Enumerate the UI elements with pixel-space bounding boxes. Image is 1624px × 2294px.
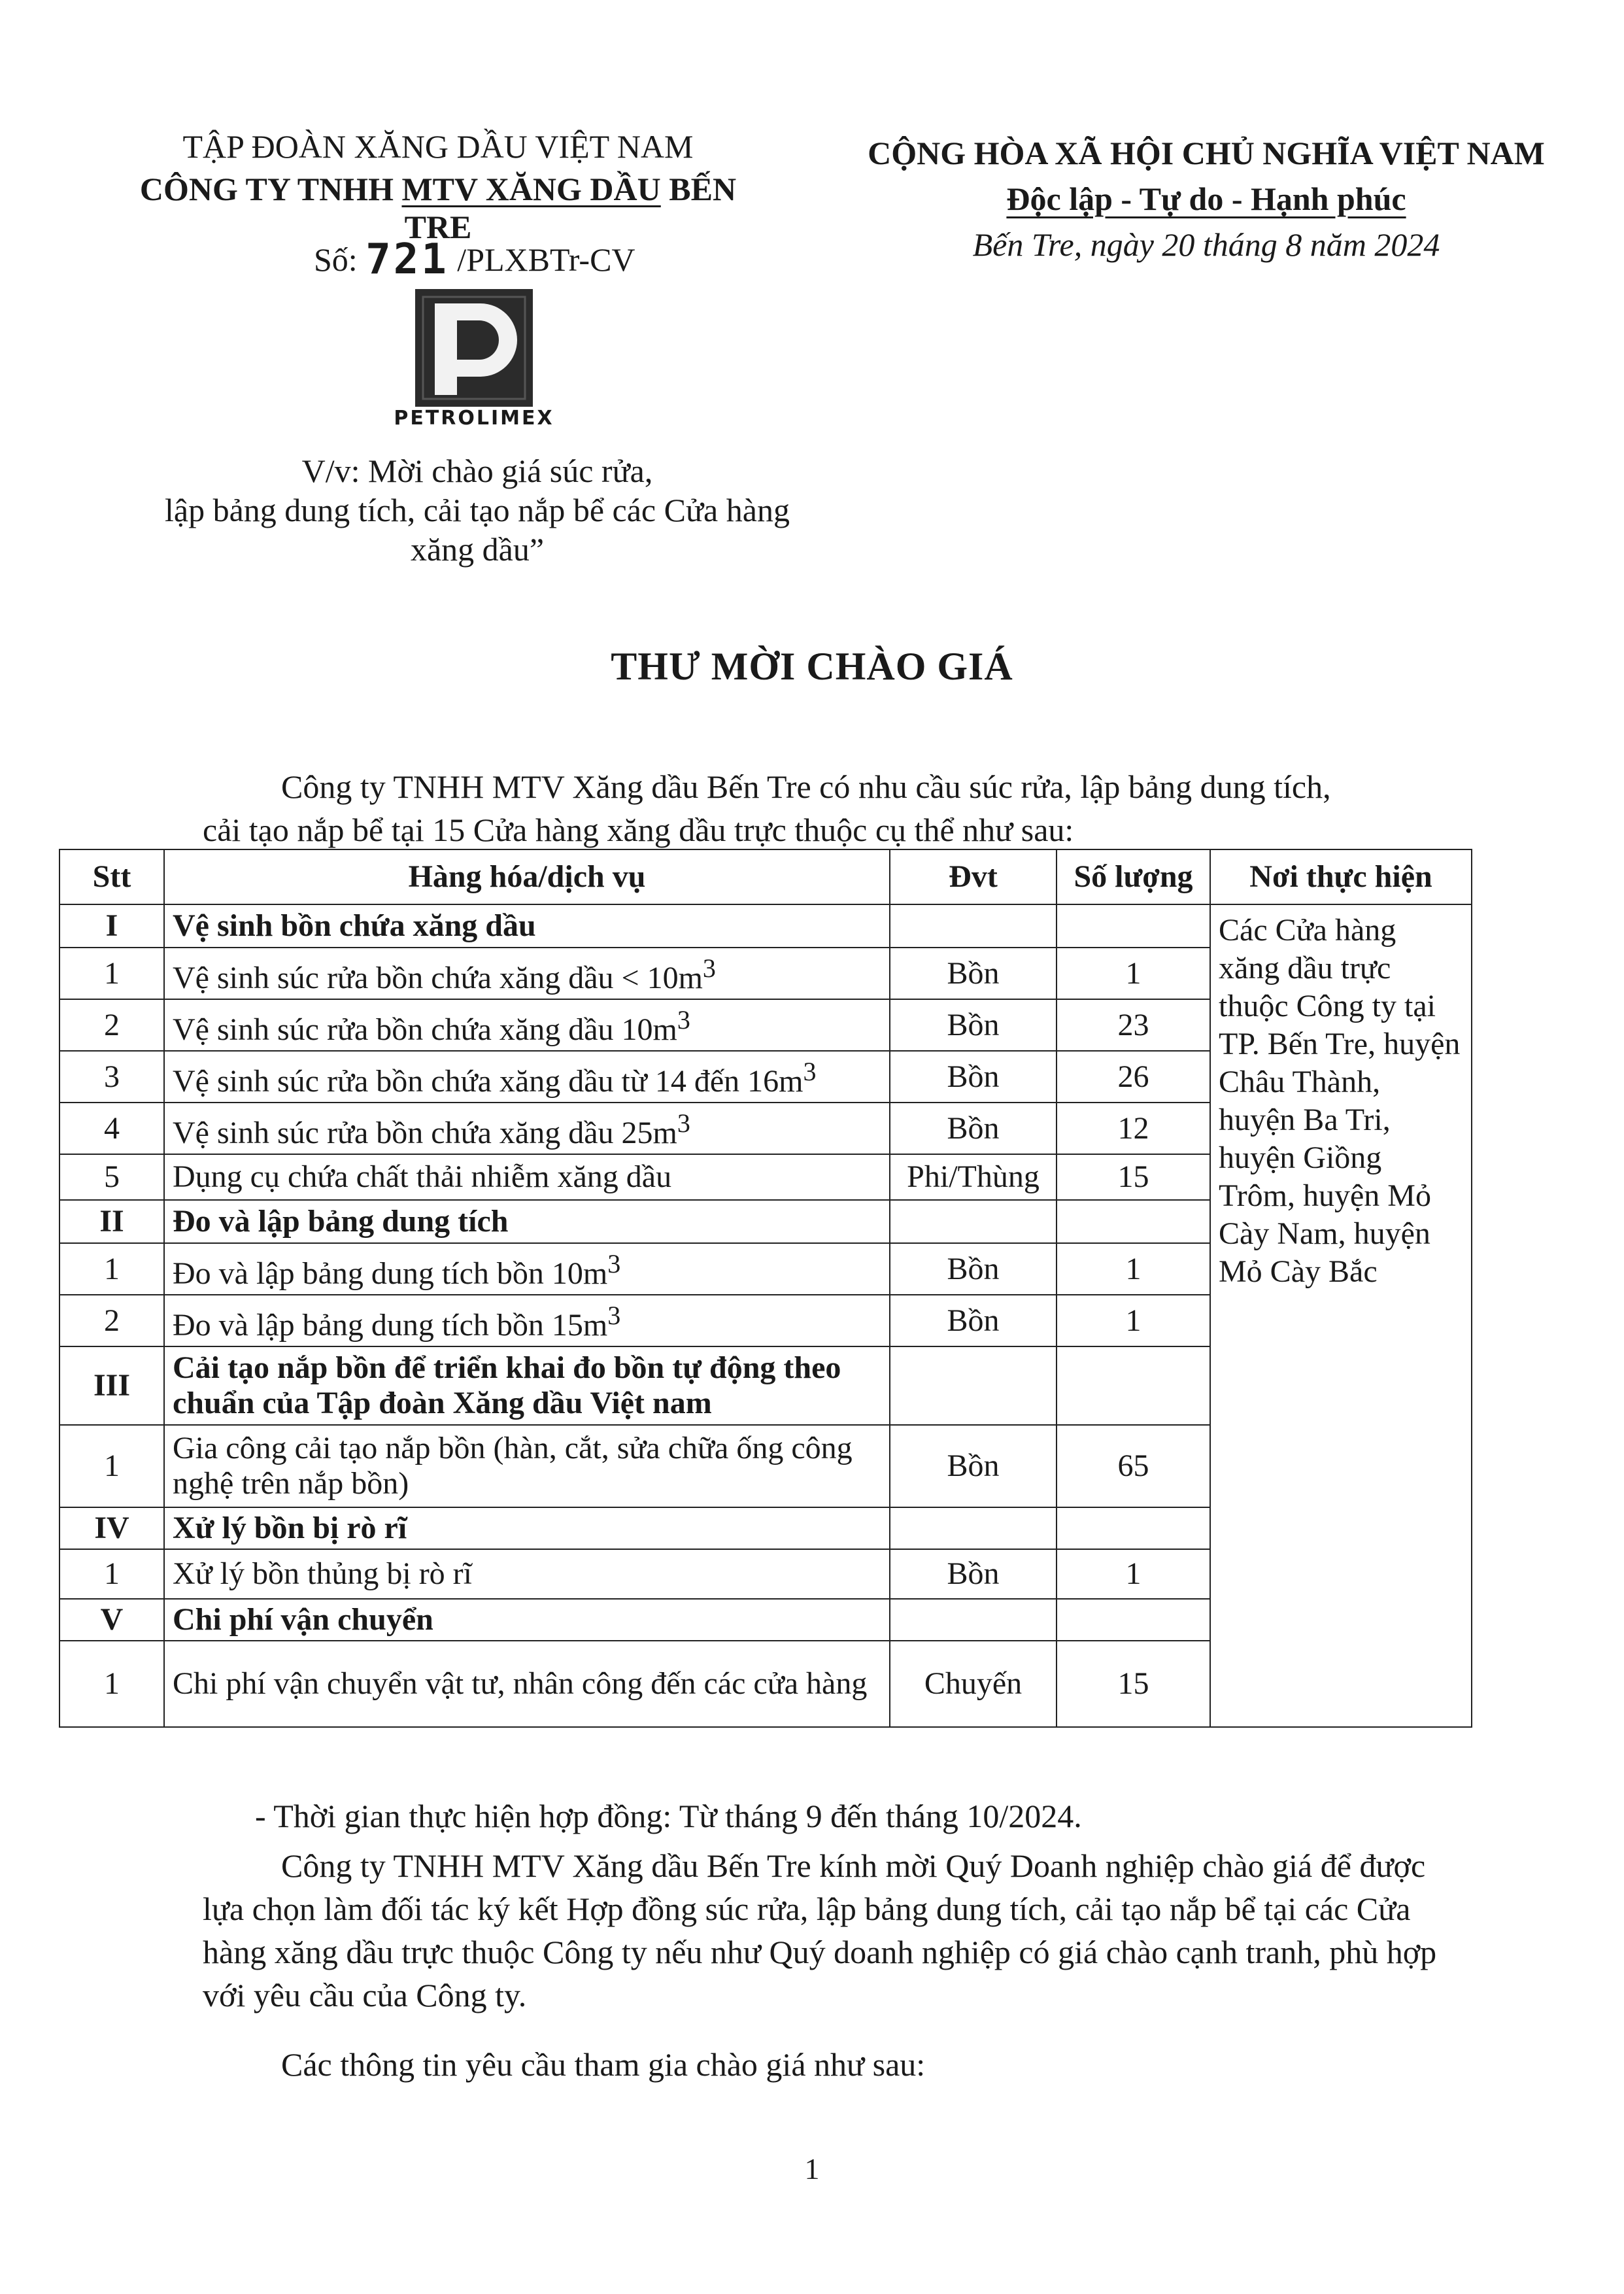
row-item-sup: 3 [607,1249,621,1278]
intro-line-1: Công ty TNHH MTV Xăng dầu Bến Tre có nhu cầu súc rửa, lập bảng dung tích, [281,768,1331,805]
row-item-text: Vệ sinh súc rửa bồn chứa xăng dầu 25m [173,1116,677,1150]
row-item-sup: 3 [607,1301,621,1330]
subject-line-1: V/v: Mời chào giá súc rửa, [301,453,653,489]
row-qty: 1 [1057,1549,1210,1599]
empty-cell [1057,1599,1210,1641]
section-row [59,904,1472,948]
row-item [164,1295,890,1346]
row-item-text: Chi phí vận chuyển vật tư, nhân công đến các cửa hàng [173,1666,868,1701]
row-stt: 1 [59,1641,164,1727]
section-name: Xử lý bồn bị rò rĩ [164,1507,890,1549]
row-qty: 23 [1057,999,1210,1051]
header-qty: Số lượng [1057,849,1210,904]
row-unit: Bồn [890,948,1057,999]
subject-line-3: xăng dầu” [410,531,545,568]
row-item [164,1549,890,1599]
empty-cell [890,1200,1057,1243]
empty-cell [890,904,1057,948]
row-item [164,1243,890,1295]
header-unit: Đvt [890,849,1057,904]
row-item-sup: 3 [702,953,716,983]
doc-number-value: 721 [365,235,449,284]
row-stt: 2 [59,1295,164,1346]
services-table [59,849,1472,1728]
empty-cell [890,1599,1057,1641]
empty-cell [890,1346,1057,1425]
header-item: Hàng hóa/dịch vụ [164,849,890,904]
row-qty: 1 [1057,1243,1210,1295]
section-name: Cải tạo nắp bồn để triển khai đo bồn tự động theo chuẩn của Tập đoàn Xăng dầu Việt nam [164,1346,890,1425]
row-unit: Bồn [890,1295,1057,1346]
row-item-text: Vệ sinh súc rửa bồn chứa xăng dầu 10m [173,1012,677,1047]
row-item [164,1103,890,1154]
row-unit: Bồn [890,1549,1057,1599]
row-qty: 12 [1057,1103,1210,1154]
row-qty: 15 [1057,1641,1210,1727]
org-company-name [118,170,758,246]
row-qty: 1 [1057,948,1210,999]
row-item-text: Đo và lập bảng dung tích bồn 15m [173,1308,608,1343]
row-item-text: Gia công cải tạo nắp bồn (hàn, cắt, sửa chữa ống công nghệ trên nắp bồn) [173,1431,853,1501]
row-stt: 1 [59,948,164,999]
national-title: CỘNG HÒA XÃ HỘI CHỦ NGHĨA VIỆT NAM [868,135,1545,171]
national-motto-text: Độc lập - Tự do - Hạnh phúc [1006,180,1406,217]
logo-wordmark: PETROLIMEX [394,407,554,430]
row-stt: 1 [59,1425,164,1507]
row-item-sup: 3 [803,1057,817,1086]
section-number: III [59,1346,164,1425]
section-name: Đo và lập bảng dung tích [164,1200,890,1243]
row-unit: Phi/Thùng [890,1154,1057,1200]
row-unit: Chuyến [890,1641,1057,1727]
row-unit: Bồn [890,1425,1057,1507]
row-item-text: Xử lý bồn thủng bị rò rĩ [173,1556,472,1591]
org-company-prefix: CÔNG TY TNHH [139,171,402,207]
row-qty: 1 [1057,1295,1210,1346]
table-header-row [59,849,1472,904]
row-item [164,948,890,999]
document-title: THƯ MỜI CHÀO GIÁ [611,645,1013,688]
place-cell: Các Cửa hàng xăng dầu trực thuộc Công ty tại TP. Bến Tre, huyện Châu Thành, huyện Ba Tri, huyện Giồng Trôm, huyện Mỏ Cày Nam, huyện Mỏ Cày Bắc [1210,904,1472,1727]
requirements-intro: Các thông tin yêu cầu tham gia chào giá như sau: [281,2046,926,2083]
header-place: Nơi thực hiện [1210,849,1472,904]
page-number: 1 [804,2152,820,2185]
row-unit: Bồn [890,1051,1057,1103]
org-parent-name: TẬP ĐOÀN XĂNG DẦU VIỆT NAM [182,128,694,165]
empty-cell [1057,904,1210,948]
row-unit: Bồn [890,1103,1057,1154]
section-number: IV [59,1507,164,1549]
row-stt: 3 [59,1051,164,1103]
doc-number-label: Số: [314,241,358,278]
row-item-text: Vệ sinh súc rửa bồn chứa xăng dầu < 10m [173,961,703,995]
section-number: I [59,904,164,948]
row-item-sup: 3 [677,1005,690,1035]
row-item [164,1641,890,1727]
row-item-text: Dụng cụ chứa chất thải nhiễm xăng dầu [173,1159,672,1194]
subject-line [131,451,824,569]
empty-cell [890,1507,1057,1549]
section-number: II [59,1200,164,1243]
date-line: Bến Tre, ngày 20 tháng 8 năm 2024 [972,226,1440,263]
empty-cell [1057,1346,1210,1425]
row-item [164,1051,890,1103]
org-company-suffix: BẾN TRE [404,171,737,245]
row-stt: 1 [59,1243,164,1295]
row-item [164,999,890,1051]
row-item-sup: 3 [677,1108,690,1138]
row-stt: 5 [59,1154,164,1200]
row-item [164,1425,890,1507]
national-motto [843,180,1569,218]
subject-line-2: lập bảng dung tích, cải tạo nắp bể các Cửa hàng [165,492,790,528]
org-company-underlined: MTV XĂNG DẦU [401,171,661,207]
contract-duration: - Thời gian thực hiện hợp đồng: Từ tháng 9 đến tháng 10/2024. [255,1798,1082,1834]
row-stt: 4 [59,1103,164,1154]
row-item [164,1154,890,1200]
row-stt: 2 [59,999,164,1051]
empty-cell [1057,1507,1210,1549]
row-item-text: Đo và lập bảng dung tích bồn 10m [173,1256,608,1291]
row-qty: 15 [1057,1154,1210,1200]
row-unit: Bồn [890,1243,1057,1295]
row-qty: 26 [1057,1051,1210,1103]
intro-paragraph [203,765,1464,851]
row-stt: 1 [59,1549,164,1599]
row-item-text: Vệ sinh súc rửa bồn chứa xăng dầu từ 14 đến 16m [173,1064,804,1099]
section-number: V [59,1599,164,1641]
section-name: Vệ sinh bồn chứa xăng dầu [164,904,890,948]
header-stt: Stt [59,849,164,904]
document-number [314,235,635,284]
intro-line-2: cải tạo nắp bể tại 15 Cửa hàng xăng dầu trực thuộc cụ thể như sau: [203,812,1074,848]
invitation-paragraph: Công ty TNHH MTV Xăng dầu Bến Tre kính mời Quý Doanh nghiệp chào giá để được lựa chọn làm đối tác ký kết Hợp đồng súc rửa, lập bảng dung tích, cải tạo nắp bể tại các Cửa hàng xăng dầu trực thuộc Công ty nếu như Quý doanh nghiệp có giá chào cạnh tranh, phù hợp với yêu cầu của Công ty. [203,1847,1437,2013]
doc-number-suffix: /PLXBTr-CV [457,241,635,278]
petrolimex-logo [415,289,533,407]
row-qty: 65 [1057,1425,1210,1507]
empty-cell [1057,1200,1210,1243]
row-unit: Bồn [890,999,1057,1051]
section-name: Chi phí vận chuyển [164,1599,890,1641]
